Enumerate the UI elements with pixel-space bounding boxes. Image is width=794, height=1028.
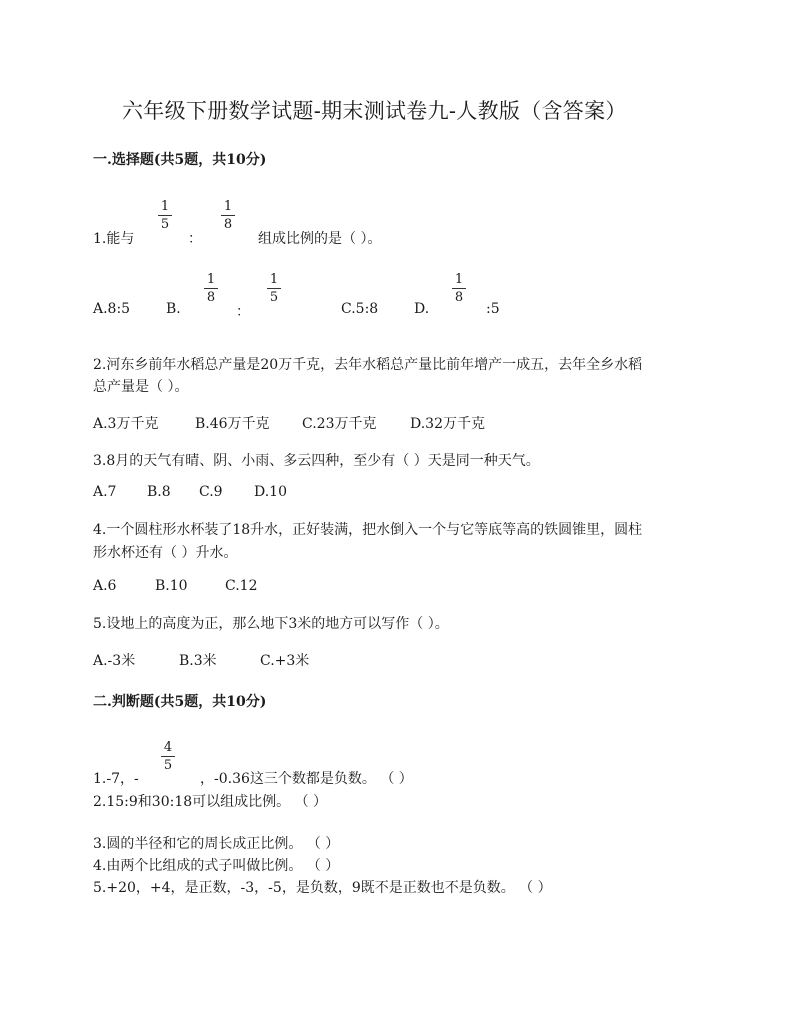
j3-text: 3.圆的半径和它的周长成正比例。 （ ） [93, 836, 340, 852]
q4-text-line-2: 形水杯还有（ ）升水。 [93, 545, 238, 561]
j1-suffix: ，-0.36这三个数都是负数。 （ ） [200, 771, 413, 787]
q2-option-a: A.3万千克 [93, 416, 159, 432]
q1-option-d-suffix: :5 [486, 301, 500, 317]
q1-option-d-fraction: 1 8 [452, 272, 466, 305]
j4-text: 4.由两个比组成的式子叫做比例。 （ ） [93, 858, 340, 874]
q1-prefix: 1.能与 [93, 231, 135, 247]
q4-text-line-1: 4.一个圆柱形水杯装了18升水，正好装满，把水倒入一个与它等底等高的铁圆锥里，圆柱 [93, 522, 643, 538]
q3-option-a: A.7 [93, 484, 117, 500]
q2-text-line-2: 总产量是（ ）。 [93, 379, 189, 395]
q3-option-d: D.10 [254, 484, 287, 500]
q2-option-d: D.32万千克 [410, 416, 485, 432]
j1-prefix: 1.-7，- [93, 771, 139, 787]
q5-text-line-1: 5.设地上的高度为正，那么地下3米的地方可以写作（ ）。 [93, 616, 449, 632]
section-heading-judgement: 二.判断题(共5题，共10分) [93, 694, 267, 710]
q1-option-d: D. [414, 301, 430, 317]
q2-option-c: C.23万千克 [302, 416, 377, 432]
q1-option-a: A.8:5 [93, 301, 131, 317]
q1-option-b-colon: ： [236, 304, 250, 320]
q3-option-c: C.9 [199, 484, 223, 500]
page-title: 六年级下册数学试题-期末测试卷九-人教版（含答案） [122, 99, 627, 123]
q3-text-line-1: 3.8月的天气有晴、阴、小雨、多云四种，至少有（ ）天是同一种天气。 [93, 453, 540, 469]
j1-fraction: 4 5 [161, 740, 175, 773]
q1-fraction-2: 1 8 [221, 199, 235, 232]
q5-option-c: C.+3米 [260, 653, 310, 669]
q1-fraction-1: 1 5 [158, 199, 172, 232]
section-heading-choice: 一.选择题(共5题，共10分) [93, 152, 267, 168]
q1-colon: ： [188, 231, 202, 247]
q1-option-c: C.5:8 [341, 301, 379, 317]
q2-text-line-1: 2.河东乡前年水稻总产量是20万千克，去年水稻总产量比前年增产一成五，去年全乡水稻 [93, 357, 643, 373]
q4-option-a: A.6 [93, 578, 117, 594]
q1-option-b-fraction-1: 1 8 [204, 272, 218, 305]
q4-option-c: C.12 [225, 578, 258, 594]
q5-option-a: A.-3米 [93, 653, 136, 669]
q5-option-b: B.3米 [179, 653, 217, 669]
q3-option-b: B.8 [147, 484, 171, 500]
j2-text: 2.15:9和30:18可以组成比例。 （ ） [93, 794, 328, 810]
q2-option-b: B.46万千克 [195, 416, 270, 432]
j5-text: 5.+20，+4，是正数，-3，-5，是负数，9既不是正数也不是负数。 （ ） [93, 880, 552, 896]
q4-option-b: B.10 [155, 578, 188, 594]
q1-option-b-fraction-2: 1 5 [267, 272, 281, 305]
q1-option-b: B. [166, 301, 181, 317]
q1-suffix: 组成比例的是（ ）。 [258, 231, 382, 247]
